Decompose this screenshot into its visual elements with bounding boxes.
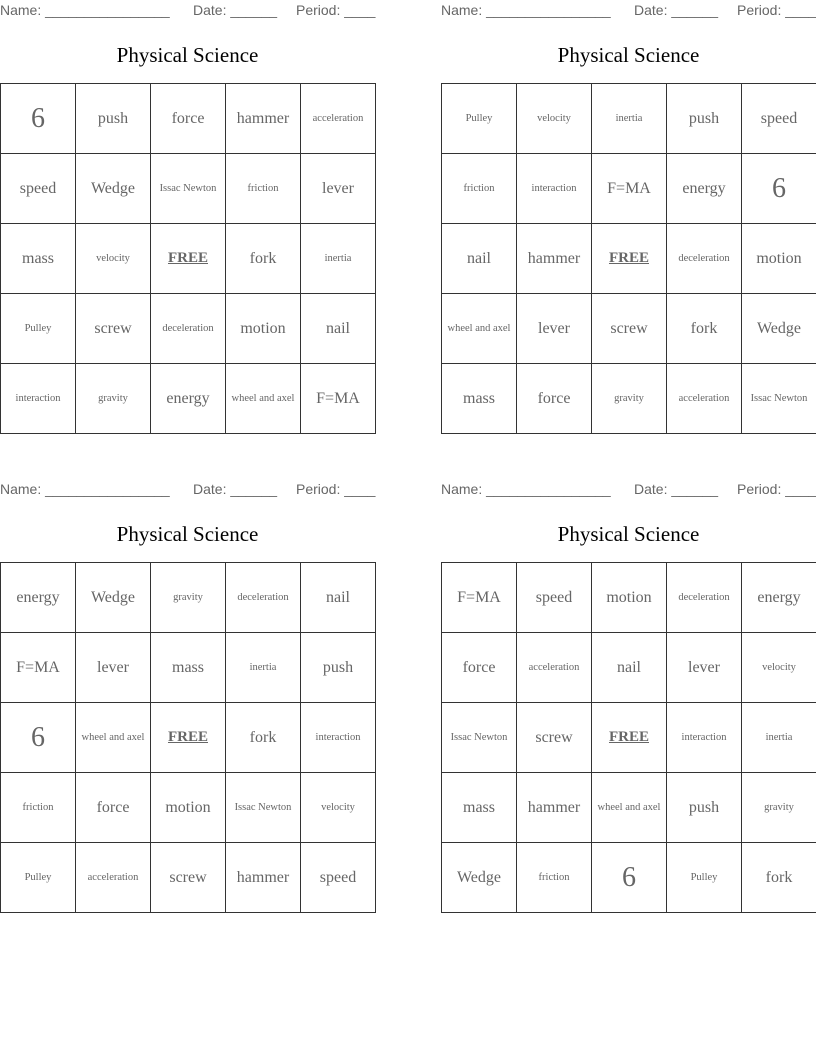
bingo-card-4 [441, 479, 816, 893]
bingo-cell[interactable]: lever [76, 633, 151, 703]
bingo-cell[interactable]: interaction [517, 154, 592, 224]
bingo-cell[interactable]: fork [226, 224, 301, 294]
bingo-cell[interactable]: wheel and axel [76, 703, 151, 773]
bingo-row [442, 773, 816, 843]
student-info-line [0, 0, 375, 22]
bingo-row [1, 84, 376, 154]
bingo-row [442, 633, 816, 703]
bingo-cell[interactable]: Issac Newton [151, 154, 226, 224]
bingo-cell[interactable]: velocity [76, 224, 151, 294]
bingo-cell[interactable]: mass [442, 364, 517, 434]
bingo-cell[interactable]: F=MA [1, 633, 76, 703]
bingo-cell[interactable]: inertia [742, 703, 816, 773]
bingo-cell[interactable]: hammer [517, 224, 592, 294]
bingo-cell[interactable]: interaction [667, 703, 742, 773]
bingo-cell[interactable]: screw [76, 294, 151, 364]
bingo-cell[interactable]: Pulley [442, 84, 517, 154]
bingo-row [442, 224, 816, 294]
bingo-grid [441, 562, 816, 913]
bingo-grid [0, 83, 376, 434]
bingo-cell[interactable]: force [76, 773, 151, 843]
bingo-cell[interactable]: deceleration [667, 224, 742, 294]
bingo-cell[interactable]: 6 [1, 84, 76, 154]
bingo-cell[interactable]: gravity [76, 364, 151, 434]
bingo-cell[interactable]: Pulley [1, 843, 76, 913]
bingo-row [1, 224, 376, 294]
bingo-cell[interactable]: speed [301, 843, 376, 913]
bingo-cell[interactable]: F=MA [301, 364, 376, 434]
date-field[interactable]: Date: ______ [634, 481, 719, 497]
bingo-cell[interactable]: 6 [742, 154, 816, 224]
bingo-cell[interactable]: inertia [226, 633, 301, 703]
bingo-cell[interactable]: energy [667, 154, 742, 224]
bingo-cell[interactable]: deceleration [667, 563, 742, 633]
bingo-cell[interactable]: Pulley [667, 843, 742, 913]
bingo-cell[interactable]: interaction [1, 364, 76, 434]
period-field[interactable]: Period: ____ [296, 2, 376, 18]
name-field[interactable]: Name: ________________ [441, 2, 611, 18]
bingo-grid [441, 83, 816, 434]
bingo-cell[interactable]: fork [667, 294, 742, 364]
bingo-cell[interactable]: 6 [1, 703, 76, 773]
bingo-grid [0, 562, 376, 913]
free-space[interactable]: FREE [592, 224, 667, 294]
free-space[interactable]: FREE [151, 703, 226, 773]
bingo-row [442, 294, 816, 364]
bingo-cell[interactable]: lever [301, 154, 376, 224]
bingo-cell[interactable]: wheel and axel [442, 294, 517, 364]
bingo-cell[interactable]: motion [742, 224, 816, 294]
free-space[interactable]: FREE [592, 703, 667, 773]
bingo-cell[interactable]: Issac Newton [742, 364, 816, 434]
bingo-cell[interactable]: friction [442, 154, 517, 224]
bingo-cell[interactable]: deceleration [151, 294, 226, 364]
bingo-cell[interactable]: Wedge [742, 294, 816, 364]
card-title: Physical Science [116, 43, 259, 67]
bingo-cell[interactable]: velocity [301, 773, 376, 843]
bingo-cell[interactable]: velocity [742, 633, 816, 703]
bingo-cell[interactable]: Wedge [76, 563, 151, 633]
bingo-cell[interactable]: hammer [226, 843, 301, 913]
bingo-cell[interactable]: 6 [592, 843, 667, 913]
bingo-cell[interactable]: friction [517, 843, 592, 913]
bingo-cell[interactable]: speed [517, 563, 592, 633]
bingo-row [1, 563, 376, 633]
bingo-cell[interactable]: acceleration [517, 633, 592, 703]
bingo-cell[interactable]: inertia [592, 84, 667, 154]
name-field[interactable]: Name: ________________ [0, 481, 170, 497]
bingo-row [442, 843, 816, 913]
bingo-cell[interactable]: hammer [517, 773, 592, 843]
bingo-cell[interactable]: interaction [301, 703, 376, 773]
bingo-cell[interactable]: nail [442, 224, 517, 294]
name-field[interactable]: Name: ________________ [0, 2, 170, 18]
bingo-cell[interactable]: speed [742, 84, 816, 154]
bingo-card-3 [0, 479, 376, 886]
bingo-cell[interactable]: Issac Newton [226, 773, 301, 843]
bingo-card-2 [441, 0, 816, 407]
bingo-row [442, 154, 816, 224]
bingo-cell[interactable]: nail [301, 563, 376, 633]
student-info-line [441, 0, 816, 22]
bingo-cell[interactable]: push [76, 84, 151, 154]
free-space[interactable]: FREE [151, 224, 226, 294]
bingo-cell[interactable]: force [442, 633, 517, 703]
period-field[interactable]: Period: ____ [296, 481, 376, 497]
bingo-cell[interactable]: screw [151, 843, 226, 913]
bingo-row [442, 703, 816, 773]
bingo-cell[interactable]: motion [592, 563, 667, 633]
bingo-cell[interactable]: acceleration [76, 843, 151, 913]
date-field[interactable]: Date: ______ [193, 2, 278, 18]
bingo-cell[interactable]: energy [151, 364, 226, 434]
bingo-cell[interactable]: gravity [742, 773, 816, 843]
bingo-cell[interactable]: Wedge [442, 843, 517, 913]
bingo-cell[interactable]: nail [301, 294, 376, 364]
bingo-row [1, 364, 376, 434]
bingo-row [1, 843, 376, 913]
card-title: Physical Science [116, 522, 259, 546]
bingo-cell[interactable]: deceleration [226, 563, 301, 633]
bingo-cell[interactable]: screw [592, 294, 667, 364]
bingo-row [1, 633, 376, 703]
student-info-line [441, 479, 816, 501]
bingo-cell[interactable]: nail [592, 633, 667, 703]
bingo-cell[interactable]: gravity [592, 364, 667, 434]
student-info-line [0, 479, 375, 501]
date-field[interactable]: Date: ______ [193, 481, 278, 497]
period-field[interactable]: Period: ____ [737, 2, 816, 18]
bingo-cell[interactable]: friction [226, 154, 301, 224]
bingo-cell[interactable]: F=MA [442, 563, 517, 633]
bingo-card-1 [0, 0, 376, 407]
card-title: Physical Science [557, 522, 700, 546]
bingo-cell[interactable]: acceleration [667, 364, 742, 434]
bingo-cell[interactable]: wheel and axel [592, 773, 667, 843]
bingo-row [442, 364, 816, 434]
bingo-cell[interactable]: fork [226, 703, 301, 773]
bingo-cell[interactable]: Pulley [1, 294, 76, 364]
bingo-cell[interactable]: mass [1, 224, 76, 294]
bingo-cell[interactable]: screw [517, 703, 592, 773]
bingo-cell[interactable]: force [151, 84, 226, 154]
bingo-cell[interactable]: force [517, 364, 592, 434]
bingo-row [1, 703, 376, 773]
bingo-row [442, 84, 816, 154]
bingo-cell[interactable]: gravity [151, 563, 226, 633]
bingo-row [1, 154, 376, 224]
bingo-cell[interactable]: acceleration [301, 84, 376, 154]
period-field[interactable]: Period: ____ [737, 481, 816, 497]
name-field[interactable]: Name: ________________ [441, 481, 611, 497]
bingo-cell[interactable]: velocity [517, 84, 592, 154]
bingo-row [1, 773, 376, 843]
bingo-cell[interactable]: push [667, 773, 742, 843]
bingo-cell[interactable]: mass [151, 633, 226, 703]
card-title: Physical Science [557, 43, 700, 67]
bingo-cell[interactable]: wheel and axel [226, 364, 301, 434]
bingo-cell[interactable]: inertia [301, 224, 376, 294]
bingo-cell[interactable]: push [301, 633, 376, 703]
bingo-cell[interactable]: push [667, 84, 742, 154]
bingo-cell[interactable]: F=MA [592, 154, 667, 224]
bingo-cell[interactable]: fork [742, 843, 816, 913]
bingo-cell[interactable]: lever [667, 633, 742, 703]
bingo-cell[interactable]: speed [1, 154, 76, 224]
bingo-cell[interactable]: energy [1, 563, 76, 633]
date-field[interactable]: Date: ______ [634, 2, 719, 18]
bingo-cell[interactable]: Issac Newton [442, 703, 517, 773]
bingo-cell[interactable]: mass [442, 773, 517, 843]
bingo-cell[interactable]: motion [151, 773, 226, 843]
bingo-cell[interactable]: energy [742, 563, 816, 633]
bingo-row [1, 294, 376, 364]
bingo-cell[interactable]: lever [517, 294, 592, 364]
bingo-cell[interactable]: motion [226, 294, 301, 364]
bingo-cell[interactable]: Wedge [76, 154, 151, 224]
bingo-row [442, 563, 816, 633]
bingo-cell[interactable]: hammer [226, 84, 301, 154]
bingo-cell[interactable]: friction [1, 773, 76, 843]
